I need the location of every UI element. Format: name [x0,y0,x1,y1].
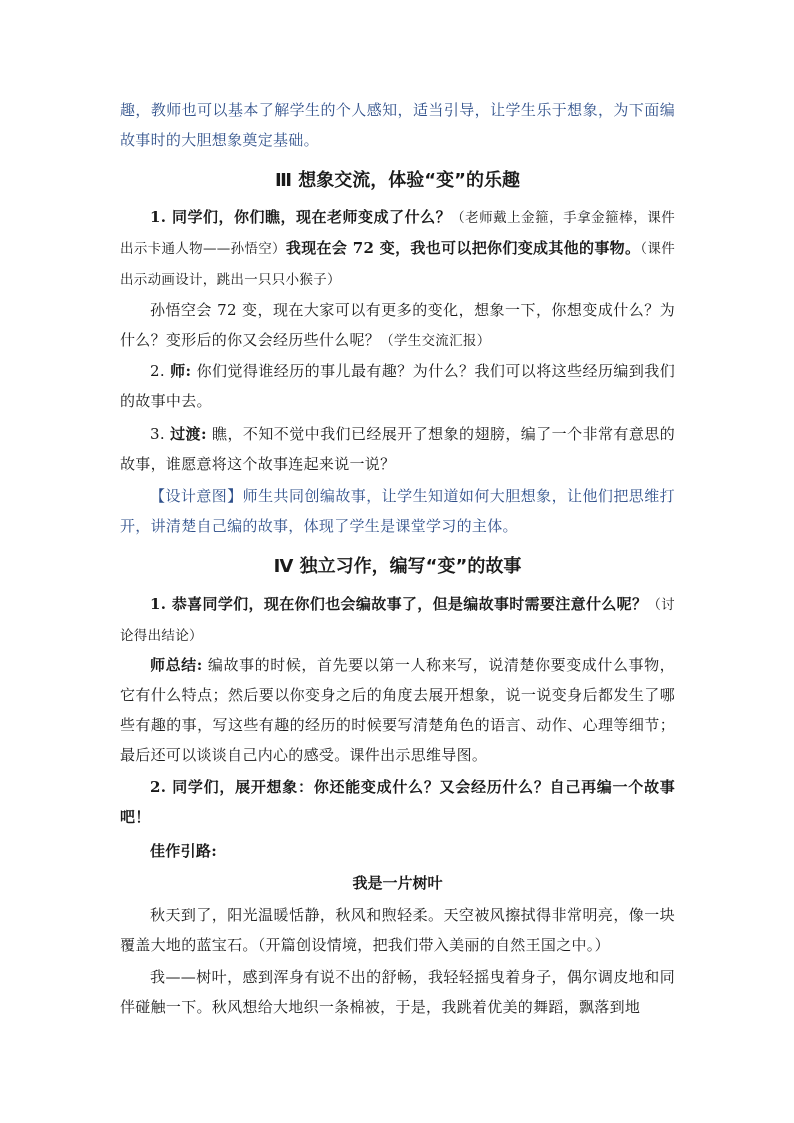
essay-paragraph-2 [120,962,675,1022]
good-writing-label: 佳作引路: [150,842,218,860]
section3-heading: Ⅲ 想象交流，体验“变”的乐趣 [275,170,520,191]
design-intent-paragraph [120,481,675,541]
intro-text: 趣，教师也可以基本了解学生的个人感知，适当引导，让学生乐于想象，为下面编故事时的大胆想象奠定基础。 [120,101,675,149]
p4-text: 瞧，不知不觉中我们已经展开了想象的翅膀，编了一个非常有意思的故事，谁愿意将这个故事连起来说一说？ [120,425,676,473]
section4-heading: Ⅳ 独立习作，编写“变”的故事 [273,556,522,577]
good-writing-guide [120,836,675,866]
design-intent-text: 【设计意图】师生共同创编故事，让学生知道如何大胆想象，让他们把思维打开，讲清楚自己编的故事，体现了学生是课堂学习的主体。 [120,487,675,535]
note-1a: （老师戴上金箍，手拿金箍棒，课件出示卡通人物——孙悟空） [120,210,675,257]
note-1b: （课件出示动画设计，跳出一只只小猴子） [120,241,675,288]
p4-number: 3. [150,425,171,443]
question-2: 1. 恭喜同学们，现在你们也会编故事了，但是编故事时需要注意什么呢？ [150,595,648,613]
intro-paragraph [120,95,675,155]
essay-paragraph-1 [120,900,675,960]
question-1-part-b: 我现在会 72 变，我也可以把你们变成其他的事物。 [285,239,641,257]
p3-text: 你们觉得谁经历的事儿最有趣？为什么？我们可以将这些经历编到我们的故事中去。 [120,362,676,410]
question-1-part-a: 1. 同学们，你们瞧，现在老师变成了什么？ [150,208,452,226]
section3-paragraph-2 [120,295,675,356]
question-3: 2. 同学们，展开想象：你还能变成什么？又会经历什么？自己再编一个故事吧！ [120,778,675,826]
section4-paragraph-3 [120,772,675,832]
essay-p1-text: 秋天到了，阳光温暖恬静，秋风和煦轻柔。天空被风擦拭得非常明亮，像一块覆盖大地的蓝宝石。（开篇创设情境，把我们带入美丽的自然王国之中。） [120,906,675,954]
essay-title: 我是一片树叶 [352,874,443,892]
p3-number: 2. [150,362,171,380]
section4-paragraph-2 [120,650,675,770]
essay-p2-text: 我——树叶，感到浑身有说不出的舒畅，我轻轻摇曳着身子，偶尔调皮地和同伴碰触一下。秋风想给大地织一条棉被，于是，我跳着优美的舞蹈，飘落到地 [120,968,675,1016]
section4-paragraph-1 [120,589,675,651]
section3-paragraph-3 [120,356,675,416]
p3-label: 师: [170,362,192,380]
section3-paragraph-4 [120,419,675,479]
teacher-summary-text: 编故事的时候，首先要以第一人称来写，说清楚你要变成什么事物，它有什么特点；然后要以你变身之后的角度去展开想象，说一说变身后都发生了哪些有趣的事，写这些有趣的经历的时候要写清楚角色的语言、动作、心理等细节；最后还可以谈谈自己内心的感受。课件出示思维导图。 [120,656,675,764]
section3-paragraph-1 [120,202,675,295]
p2-text: 孙悟空会 72 变，现在大家可以有更多的变化，想象一下，你想变成什么？为什么？变形后的你又会经历些什么呢？ [120,301,675,349]
p2-note: （学生交流汇报） [380,333,491,349]
discussion-note: （讨论得出结论） [120,597,675,644]
p4-label: 过渡: [170,425,207,443]
teacher-summary-label: 师总结: [150,656,203,674]
